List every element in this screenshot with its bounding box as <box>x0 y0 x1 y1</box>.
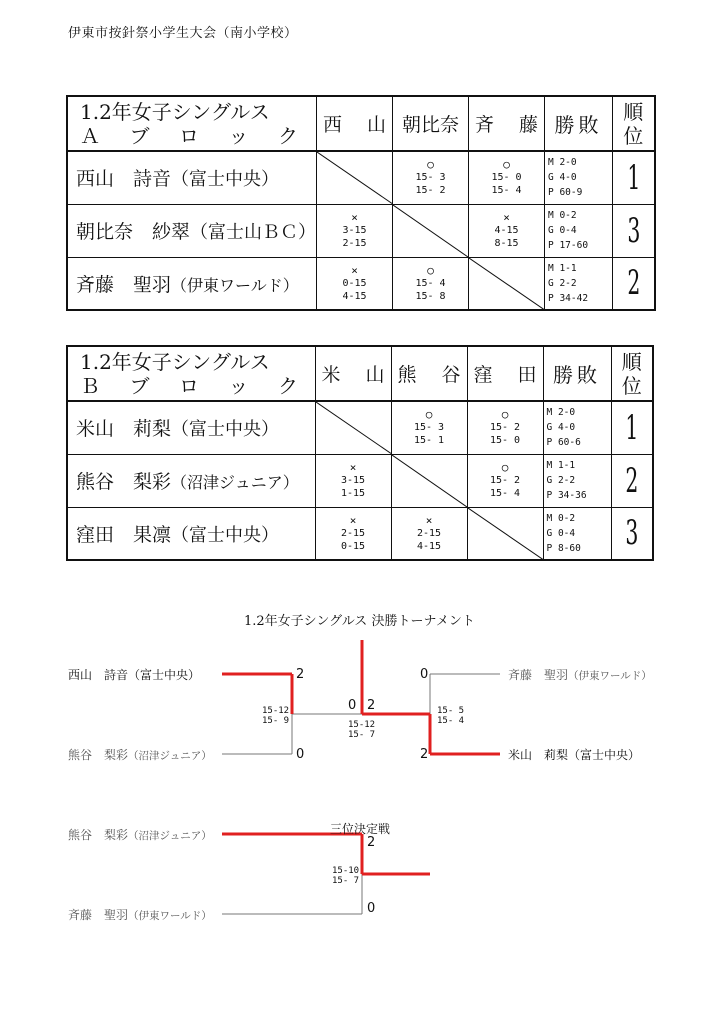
stats-cell: M 2-0 G 4-0 P 60-6 <box>543 401 611 454</box>
stats-cell: M 2-0 G 4-0 P 60-9 <box>545 151 613 204</box>
third-player-1: 熊谷 梨彩（沼津ジュニア） <box>68 828 212 842</box>
game-score-semi-right: 15- 5 15- 4 <box>437 706 465 726</box>
result-cell: × 0-15 4-15 <box>317 257 393 310</box>
bracket-player-2: 熊谷 梨彩（沼津ジュニア） <box>68 748 212 762</box>
stats-cell: M 1-1 G 2-2 P 34-42 <box>545 257 613 310</box>
score-p2: 0 <box>296 747 305 762</box>
result-cell: × 2-15 4-15 <box>391 507 467 560</box>
third-player-2: 斉藤 聖羽（伊東ワールド） <box>68 908 212 922</box>
result-cell: ○ 15- 2 15- 4 <box>467 454 543 507</box>
result-cell: ○ 15- 0 15- 4 <box>469 151 545 204</box>
block-b-opponent-1: 米 山 <box>315 346 391 401</box>
rank-cell: 1 <box>619 401 644 454</box>
block-b-title: 1.2年女子シングルス Ｂ ブ ロ ッ ク <box>67 346 315 401</box>
result-cell: × 4-15 8-15 <box>469 204 545 257</box>
page-header: 伊東市按針祭小学生大会（南小学校） <box>68 26 298 41</box>
result-cell: ○ 15- 2 15- 0 <box>467 401 543 454</box>
bracket-player-1: 西山 詩音（富士中央） <box>68 668 201 682</box>
block-a-shohai-header: 勝敗 <box>545 96 613 151</box>
block-a-title: 1.2年女子シングルス Ａ ブ ロ ッ ク <box>67 96 317 151</box>
block-a-opponent-2: 朝比奈 <box>393 96 469 151</box>
score-p3: 0 <box>420 667 429 682</box>
block-a-juni-header: 順 位 <box>613 96 655 151</box>
rank-cell: 3 <box>621 204 646 257</box>
rank-cell: 2 <box>621 257 646 310</box>
player-name: 西山 詩音（富士中央） <box>67 151 317 204</box>
player-name: 熊谷 梨彩（沼津ジュニア） <box>67 454 315 507</box>
result-cell: ○ 15- 3 15- 1 <box>391 401 467 454</box>
third-place-title: 三位決定戦 <box>330 822 391 836</box>
rank-cell: 3 <box>619 507 644 560</box>
result-cell: ○ 15- 4 15- 8 <box>393 257 469 310</box>
third-score-2: 0 <box>367 901 376 916</box>
block-b-opponent-2: 熊 谷 <box>391 346 467 401</box>
rank-cell: 2 <box>619 454 644 507</box>
score-p4: 2 <box>420 747 429 762</box>
final-score-right: 2 <box>367 698 376 713</box>
third-score-1: 2 <box>367 835 376 850</box>
game-score-semi-left: 15-12 15- 9 <box>262 706 290 726</box>
block-b-opponent-3: 窪 田 <box>467 346 543 401</box>
final-score-left: 0 <box>348 698 357 713</box>
game-score-third: 15-10 15- 7 <box>332 866 360 886</box>
bracket-title: 1.2年女子シングルス 決勝トーナメント <box>244 614 475 629</box>
stats-cell: M 0-2 G 0-4 P 17-60 <box>545 204 613 257</box>
player-name: 斉藤 聖羽（伊東ワールド） <box>67 257 317 310</box>
player-name: 米山 莉梨（富士中央） <box>67 401 315 454</box>
player-name: 窪田 果凛（富士中央） <box>67 507 315 560</box>
block-b-juni-header: 順 位 <box>611 346 653 401</box>
stats-cell: M 1-1 G 2-2 P 34-36 <box>543 454 611 507</box>
result-cell: ○ 15- 3 15- 2 <box>393 151 469 204</box>
result-cell: × 3-15 2-15 <box>317 204 393 257</box>
result-cell: × 2-15 0-15 <box>315 507 391 560</box>
block-b-shohai-header: 勝敗 <box>543 346 611 401</box>
block-a-opponent-3: 斉 藤 <box>469 96 545 151</box>
game-score-final: 15-12 15- 7 <box>348 720 376 740</box>
block-a-opponent-1: 西 山 <box>317 96 393 151</box>
bracket-player-3: 斉藤 聖羽（伊東ワールド） <box>508 668 652 682</box>
result-cell: × 3-15 1-15 <box>315 454 391 507</box>
bracket-player-4: 米山 莉梨（富士中央） <box>508 748 641 762</box>
score-p1: 2 <box>296 667 305 682</box>
rank-cell: 1 <box>621 151 646 204</box>
player-name: 朝比奈 紗翠（富士山ＢＣ） <box>67 204 317 257</box>
stats-cell: M 0-2 G 0-4 P 8-60 <box>543 507 611 560</box>
